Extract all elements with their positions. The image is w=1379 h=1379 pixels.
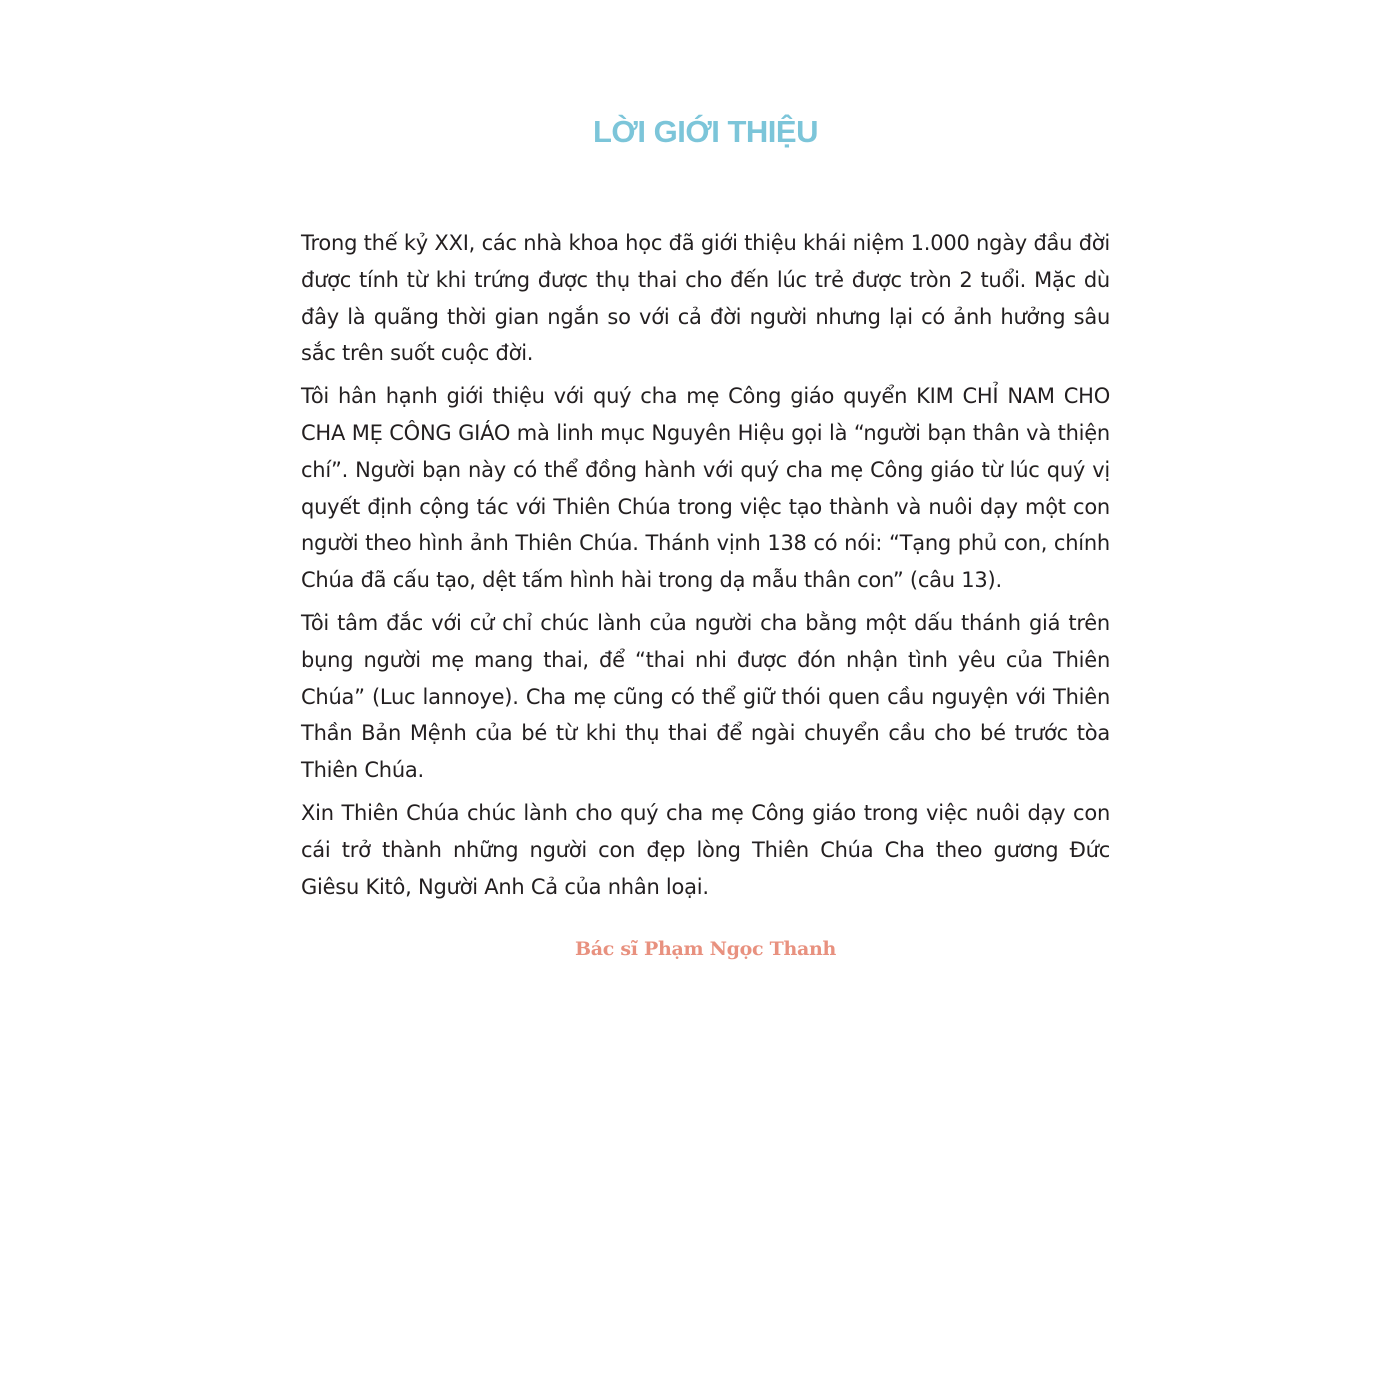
paragraph-3: Tôi tâm đắc với cử chỉ chúc lành của người cha bằng một dấu thánh giá trên bụng người mẹ mang thai, để “thai nhi được đón nhận tình yêu của Thiên Chúa” (Luc lannoye). Cha mẹ cũng có thể giữ thói quen cầu nguyện với Thiên Thần Bản Mệnh của bé từ khi thụ thai để ngài chuyển cầu cho bé trước tòa Thiên Chúa. [301,610,1110,783]
page-title: LỜI GIỚI THIỆU [592,114,818,149]
author-signature: Bác sĩ Phạm Ngọc Thanh [574,938,836,960]
paragraph-4: Xin Thiên Chúa chúc lành cho quý cha mẹ Công giáo trong việc nuôi dạy con cái trở thành những người con đẹp lòng Thiên Chúa Cha theo gương Đức Giêsu Kitô, Người Anh Cả của nhân loại. [301,800,1110,899]
body-text [301,225,1110,911]
paragraph-1: Trong thế kỷ XXI, các nhà khoa học đã giới thiệu khái niệm 1.000 ngày đầu đời được tính từ khi trứng được thụ thai cho đến lúc trẻ được tròn 2 tuổi. Mặc dù đây là quãng thời gian ngắn so với cả đời người nhưng lại có ảnh hưởng sâu sắc trên suốt cuộc đời. [301,231,1110,366]
paragraph-2: Tôi hân hạnh giới thiệu với quý cha mẹ Công giáo quyển KIM CHỈ NAM CHO CHA MẸ CÔNG GIÁO mà linh mục Nguyên Hiệu gọi là “người bạn thân và thiện chí”. Người bạn này có thể đồng hành với quý cha mẹ Công giáo từ lúc quý vị quyết định cộng tác với Thiên Chúa trong việc tạo thành và nuôi dạy một con người theo hình ảnh Thiên Chúa. Thánh vịnh 138 có nói: “Tạng phủ con, chính Chúa đã cấu tạo, dệt tấm hình hài trong dạ mẫu thân con” (câu 13). [301,384,1110,593]
